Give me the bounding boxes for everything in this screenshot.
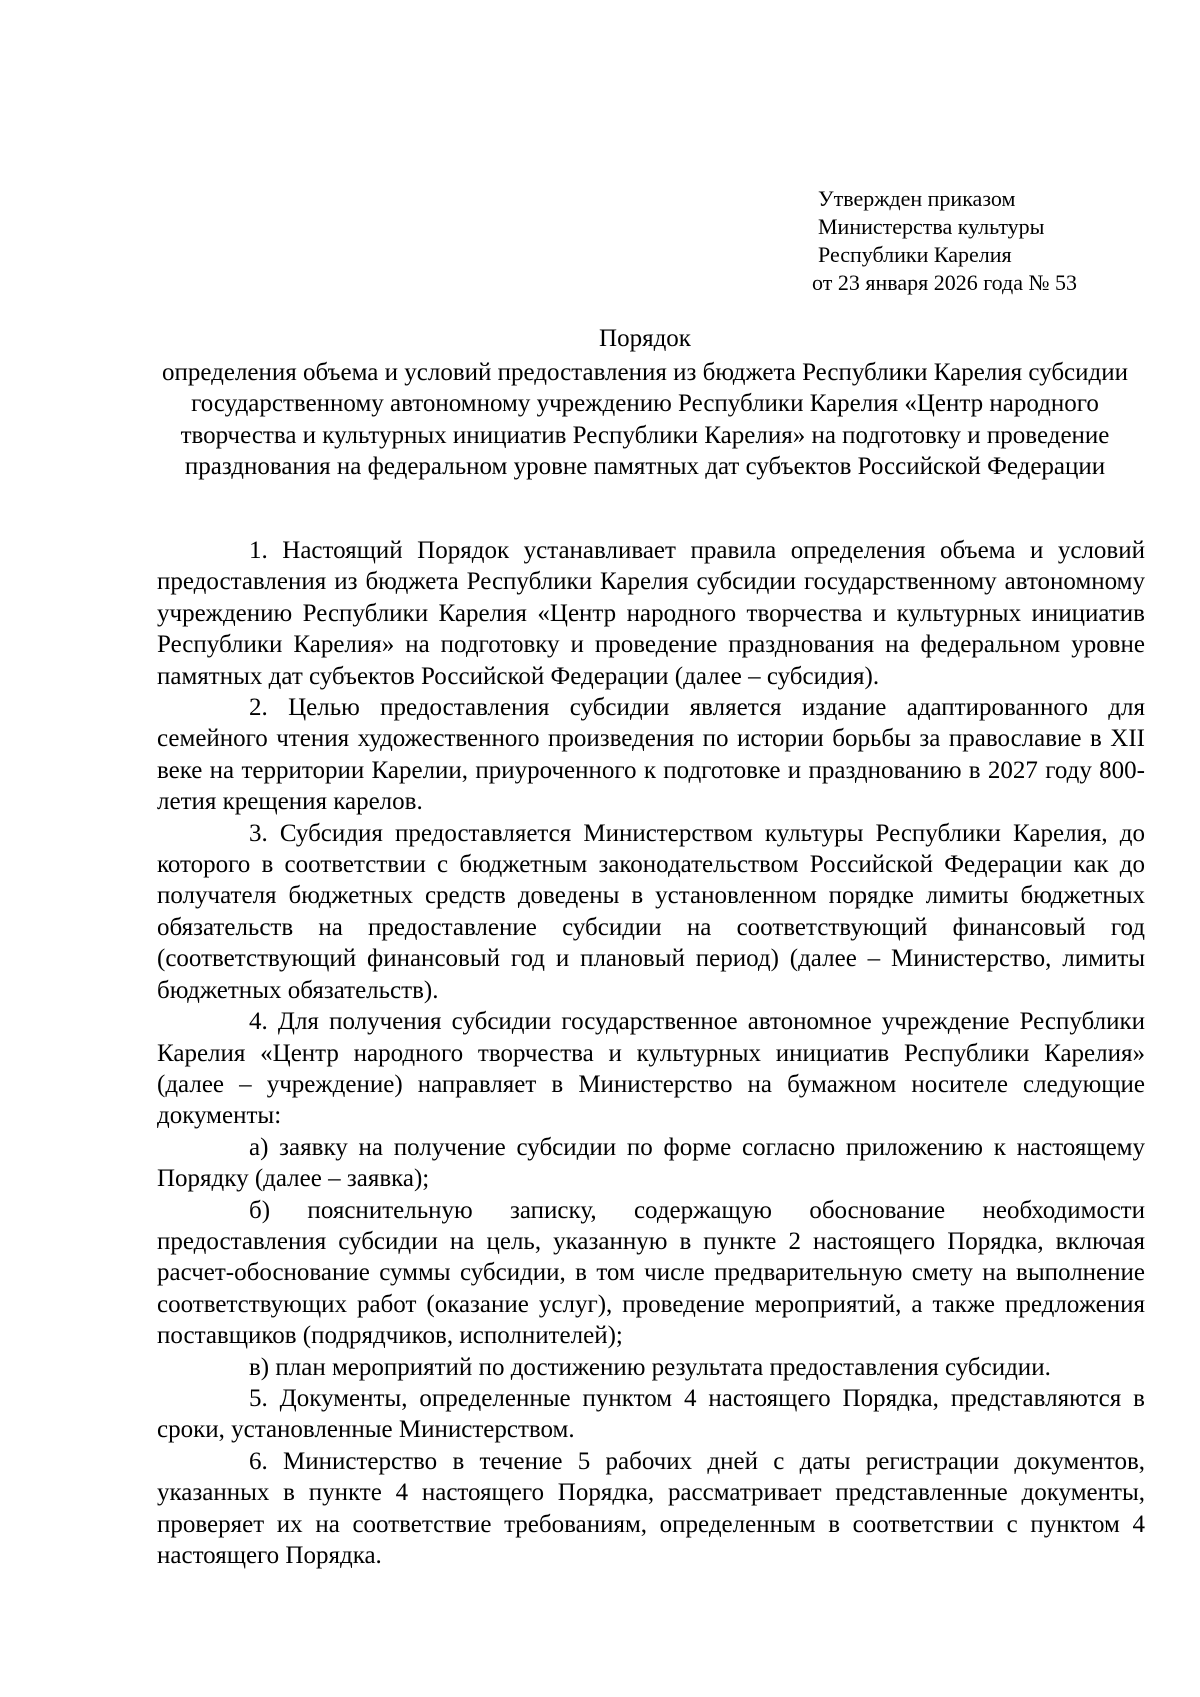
- paragraph-5: 5. Документы, определенные пунктом 4 настоящего Порядка, представляются в сроки, установленные Министерством.: [157, 1384, 1145, 1444]
- document-body: [157, 535, 1145, 1571]
- paragraph-2: 2. Целью предоставления субсидии является издание адаптированного для семейного чтения художественного произведения по истории борьбы за православие в XII веке на территории Карелии, приуроченного к подготовке и празднованию в 2027 году 800-летия крещения карелов.: [157, 694, 1145, 816]
- title-subtitle: определения объема и условий предоставления из бюджета Республики Карелия субсидии государственному автономному учреждению Республики Карелия «Центр народного творчества и культурных инициатив Республики Карелия» на подготовку и проведение празднования на федеральном уровне памятных дат субъектов Российской Федерации: [161, 358, 1128, 480]
- approval-line-2: Министерства культуры: [818, 214, 1045, 239]
- paragraph-4: 4. Для получения субсидии государственное автономное учреждение Республики Карелия «Центр народного творчества и культурных инициатив Республики Карелия» (далее – учреждение) направляет в Министерство на бумажном носителе следующие документы:: [157, 1008, 1145, 1130]
- paragraph-1: 1. Настоящий Порядок устанавливает правила определения объема и условий предоставления из бюджета Республики Карелия субсидии государственному автономному учреждению Республики Карелия «Центр народного творчества и культурных инициатив Республики Карелия» на подготовку и проведение празднования на федеральном уровне памятных дат субъектов Российской Федерации (далее – субсидия).: [157, 537, 1145, 690]
- paragraph-6: 6. Министерство в течение 5 рабочих дней с даты регистрации документов, указанных в пункте 4 настоящего Порядка, рассматривает представленные документы, проверяет их на соответствие требованиям, определенным в соответствии с пунктом 4 настоящего Порядка.: [157, 1447, 1145, 1569]
- paragraph-3: 3. Субсидия предоставляется Министерством культуры Республики Карелия, до которого в соответствии с бюджетным законодательством Российской Федерации как до получателя бюджетных средств доведены в установленном порядке лимиты бюджетных обязательств на предоставление субсидии на соответствующий финансовый год (соответствующий финансовый год и плановый период) (далее – Министерство, лимиты бюджетных обязательств).: [157, 819, 1145, 1004]
- paragraph-4b: б) пояснительную записку, содержащую обоснование необходимости предоставления субсидии на цель, указанную в пункте 2 настоящего Порядка, включая расчет-обоснование суммы субсидии, в том числе предварительную смету на выполнение соответствующих работ (оказание услуг), проведение мероприятий, а также предложения поставщиков (подрядчиков, исполнителей);: [157, 1196, 1145, 1350]
- approval-stamp-block: [812, 185, 1178, 297]
- paragraph-4a: а) заявку на получение субсидии по форме согласно приложению к настоящему Порядку (далее – заявка);: [157, 1133, 1145, 1193]
- paragraph-4c: в) план мероприятий по достижению результата предоставления субсидии.: [249, 1353, 1051, 1381]
- approval-line-3: Республики Карелия: [818, 242, 1012, 267]
- approval-line-4: от 23 января 2026 года № 53: [812, 270, 1077, 295]
- document-title: [150, 323, 1140, 483]
- title-heading: Порядок: [599, 325, 691, 352]
- approval-line-1: Утвержден приказом: [818, 186, 1016, 211]
